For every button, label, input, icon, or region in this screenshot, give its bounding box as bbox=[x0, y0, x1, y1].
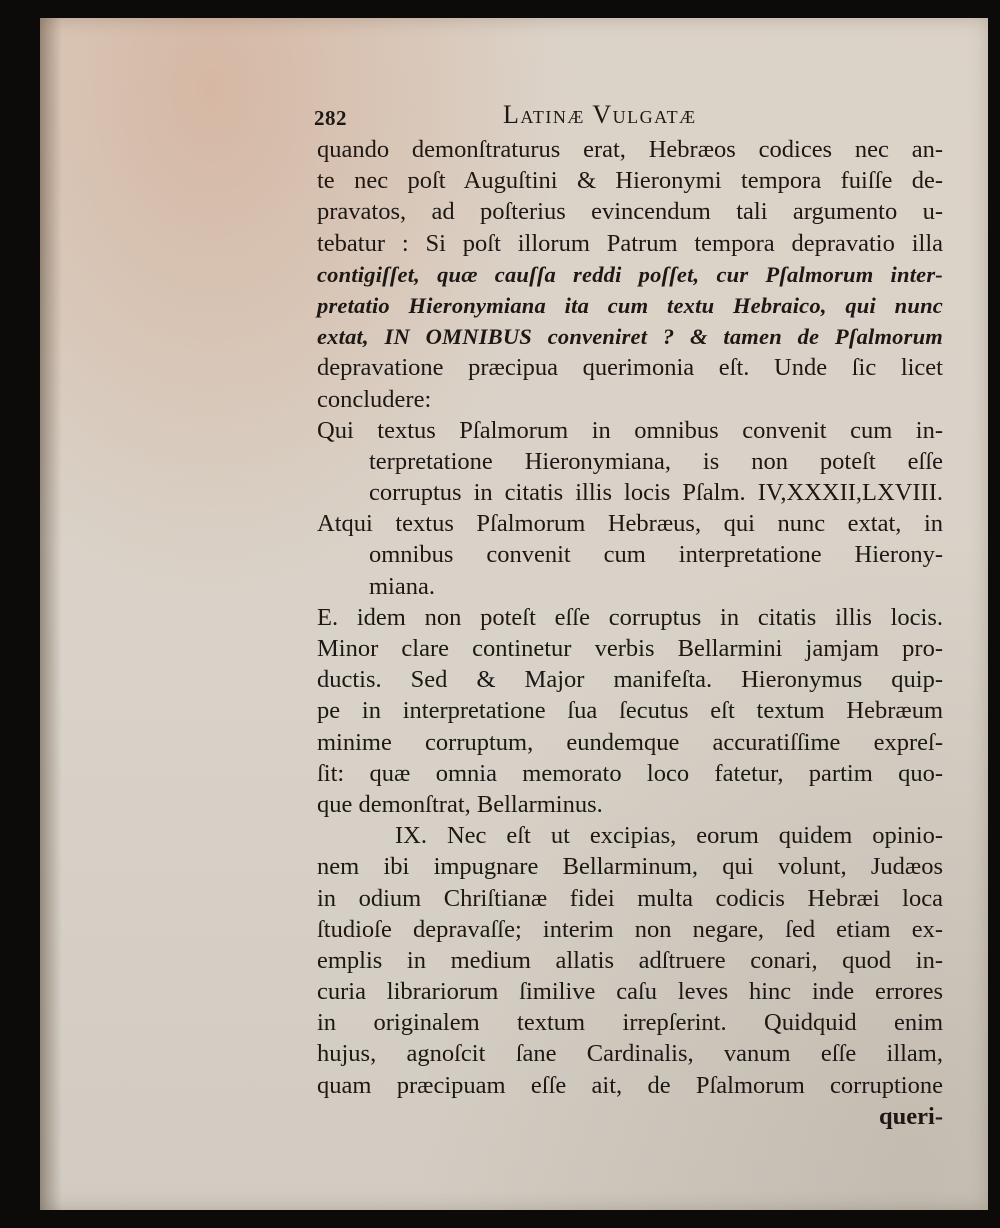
text-line: ductis. Sed & Major manifeſta. Hieronymus quip- bbox=[317, 666, 943, 694]
text-line: pravatos, ad poſterius evincendum tali argumento u- bbox=[317, 198, 943, 226]
text-line: curia librariorum ſimilive caſu leves hinc inde errores bbox=[317, 978, 943, 1006]
syllogism-minor-line: omnibus convenit cum interpretatione Hierony- bbox=[369, 541, 943, 569]
page-text-block bbox=[314, 100, 943, 1132]
section-ix-line: IX. Nec eſt ut excipias, eorum quidem opinio- bbox=[395, 822, 943, 850]
page-gutter-shadow bbox=[40, 18, 62, 1210]
text-line-italic: pretatio Hieronymiana ita cum textu Hebraico, qui nunc bbox=[317, 292, 943, 318]
text-line: concludere: bbox=[317, 385, 432, 413]
text-line: in odium Chriſtianæ fidei multa codicis Hebræi loca bbox=[317, 884, 943, 912]
text-line: pe in interpretatione ſua ſecutus eſt textum Hebræum bbox=[317, 697, 943, 725]
text-line: ſit: quæ omnia memorato loco fatetur, partim quo- bbox=[317, 759, 943, 787]
syllogism-minor-line: miana. bbox=[369, 572, 435, 600]
page-number: 282 bbox=[314, 106, 347, 130]
text-line-italic: contigiſſet, quæ cauſſa reddi poſſet, cur Pſalmorum inter- bbox=[317, 261, 943, 287]
text-line: te nec poſt Auguſtini & Hieronymi tempora fuiſſe de- bbox=[317, 167, 943, 195]
text-line: nem ibi impugnare Bellarminum, qui volunt, Judæos bbox=[317, 853, 943, 881]
text-line: emplis in medium allatis adſtruere conari, quod in- bbox=[317, 946, 943, 974]
syllogism-major-line: terpretatione Hieronymiana, is non poteſt eſſe bbox=[369, 447, 943, 475]
text-line: ſtudioſe depravaſſe; interim non negare, ſed etiam ex- bbox=[317, 915, 943, 943]
text-line: que demonſtrat, Bellarminus. bbox=[317, 790, 603, 818]
text-line: hujus, agnoſcit ſane Cardinalis, vanum eſſe illam, bbox=[317, 1040, 943, 1068]
page-header bbox=[314, 100, 943, 134]
text-line: quando demonſtraturus erat, Hebræos codices nec an- bbox=[317, 136, 943, 163]
text-line: quam præcipuam eſſe ait, de Pſalmorum corruptione bbox=[317, 1071, 943, 1099]
syllogism-major-line: corruptus in citatis illis locis Pſalm. IV,XXXII,LXVIII. bbox=[369, 479, 943, 507]
text-line: tebatur : Si poſt illorum Patrum tempora depravatio illa bbox=[317, 229, 943, 257]
syllogism-major-line: Qui textus Pſalmorum in omnibus convenit cum in- bbox=[317, 416, 943, 444]
text-line-italic: extat, IN OMNIBUS conveniret ? & tamen de Pſalmorum bbox=[317, 324, 943, 350]
running-head: Latinæ Vulgatæ bbox=[503, 100, 697, 129]
text-line: in originalem textum irrepſerint. Quidquid enim bbox=[317, 1009, 943, 1037]
syllogism-conclusion-line: E. idem non poteſt eſſe corruptus in citatis illis locis. bbox=[317, 603, 943, 631]
text-line: minime corruptum, eundemque accuratiſſime expreſ- bbox=[317, 728, 943, 756]
text-line: depravatione præcipua querimonia eſt. Unde ſic licet bbox=[317, 354, 943, 382]
syllogism-minor-line: Atqui textus Pſalmorum Hebræus, qui nunc extat, in bbox=[317, 510, 943, 538]
catchword: queri- bbox=[879, 1102, 943, 1130]
text-line: Minor clare continetur verbis Bellarmini jamjam pro- bbox=[317, 635, 943, 662]
